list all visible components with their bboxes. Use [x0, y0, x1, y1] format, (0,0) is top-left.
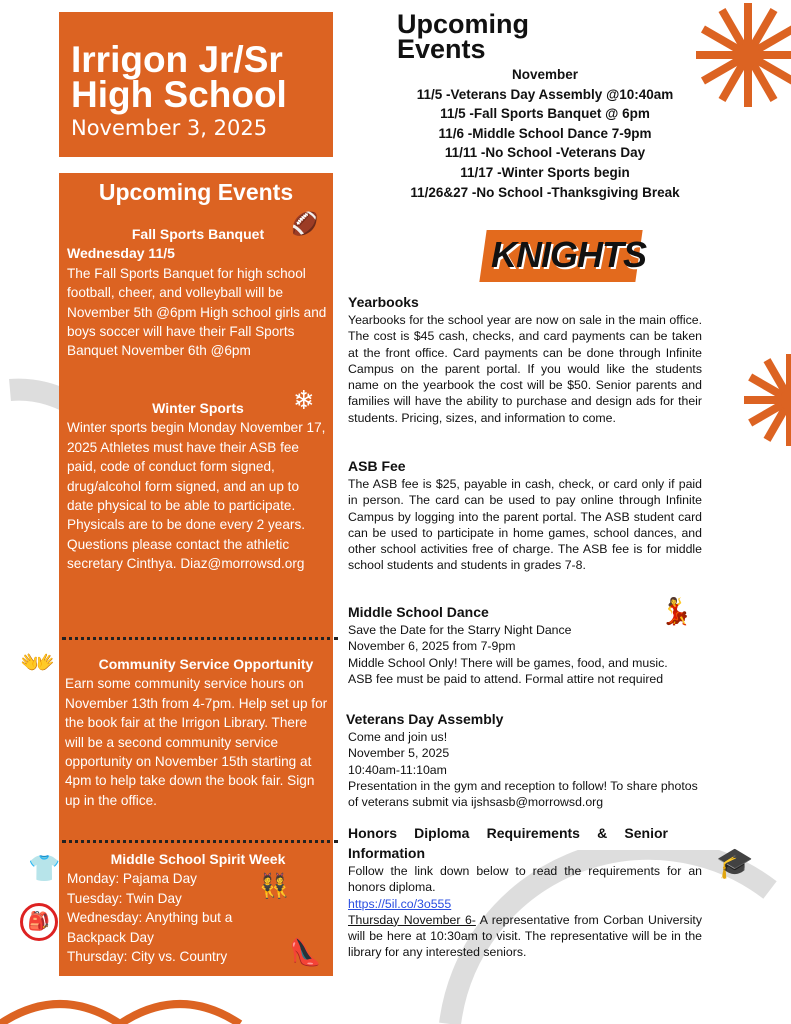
honors-link[interactable]: https://5il.co/3o555	[348, 896, 452, 911]
veterans-heading: Veterans Day Assembly	[346, 711, 504, 727]
winter-body: Winter sports begin Monday November 17, 2025 Athletes must have their ASB fee paid, code of conduct form signed, drug/alcohol form signed, and an up to date physical to be able to participate. Physicals are to be done every 2 years. Questions please contact the athletic secretary Cinthya. Diaz@morrowsd.org	[67, 420, 326, 572]
spirit-heading: Middle School Spirit Week	[110, 851, 286, 867]
banquet-date: Wednesday 11/5	[67, 245, 175, 262]
yearbooks-heading: Yearbooks	[348, 294, 419, 310]
helping-hands-icon: 👐	[20, 646, 55, 679]
corban-visit-body: A representative from Corban University will be here at 10:30am to visit. The representative will be in the library for any interested seniors.	[348, 912, 702, 960]
upcoming-events-list	[380, 65, 710, 202]
snowflake-icon: ❄	[293, 386, 315, 416]
veterans-line: Come and join us!	[348, 730, 448, 744]
spirit-day: Monday: Pajama Day	[67, 871, 197, 887]
dance-heading: Middle School Dance	[348, 604, 489, 620]
banquet-heading: Fall Sports Banquet	[131, 226, 265, 242]
community-heading: Community Service Opportunity	[98, 656, 314, 672]
yearbooks-section	[348, 292, 702, 426]
dance-line: Middle School Only! There will be games, food, and music.	[348, 655, 668, 670]
veterans-section	[346, 709, 700, 810]
heels-boots-icon: 👠	[289, 938, 322, 968]
dance-section	[348, 602, 702, 687]
issue-date: November 3, 2025	[71, 116, 268, 140]
knights-logo: KNIGHTS	[483, 222, 643, 288]
event-item: 11/17 -Winter Sports begin	[460, 164, 630, 180]
veterans-line: 10:40am-11:10am	[348, 762, 447, 777]
sunburst-icon	[728, 350, 791, 450]
winter-heading: Winter Sports	[152, 400, 244, 416]
honors-heading: Honors Diploma Requirements & Senior Information	[348, 825, 668, 861]
event-item: 11/5 -Fall Sports Banquet @ 6pm	[440, 106, 650, 122]
event-item: 11/5 -Veterans Day Assembly @10:40am	[416, 86, 674, 102]
spirit-day: Thursday: City vs. Country	[67, 949, 228, 965]
school-name: Irrigon Jr/Sr High School	[71, 39, 287, 115]
upcoming-events-panel	[59, 173, 333, 976]
month-label: November	[511, 67, 579, 82]
honors-section	[348, 823, 702, 961]
title-banner	[59, 12, 333, 157]
asb-section	[348, 456, 702, 574]
dance-line: November 6, 2025 from 7-9pm	[348, 639, 516, 654]
honors-body: Follow the link down below to read the requirements for an honors diploma.	[348, 864, 702, 895]
yearbooks-body: Yearbooks for the school year are now on sale in the main office. The cost is $45 cash, checks, and card payments can be taken at the front office. Card payments can be done through Infinite Campus on the parent portal. If you would like the students name on the yearbook the cost will be $50. Senior parents and families will have the ability to purchase and design ads for their students. Pricing, sizes, and information to come.	[348, 313, 702, 425]
twins-icon: 👯	[259, 872, 289, 900]
spirit-day: Wednesday: Anything but a Backpack Day	[67, 910, 233, 945]
sports-icon: 🏈	[291, 212, 319, 237]
divider	[62, 840, 338, 843]
event-item: 11/6 -Middle School Dance 7-9pm	[438, 125, 652, 141]
banquet-body: The Fall Sports Banquet for high school football, cheer, and volleyball will be November 5th @6pm High school girls and boys soccer will have their Fall Sports Banquet November 6th @6pm	[67, 265, 327, 359]
veterans-line: November 5, 2025	[348, 746, 450, 761]
event-item: 11/26&27 -No School -Thanksgiving Break	[410, 184, 680, 200]
upcoming-events-heading: Upcoming Events	[397, 9, 529, 64]
corban-visit-date: Thursday November 6-	[348, 912, 476, 927]
asb-body: The ASB fee is $25, payable in cash, check, or card only if paid in person. The card can be used to pay online through Infinite Campus by logging into the parent portal. The ASB student card can be used to participate in home games, school dances, and other school activities free of charge. The ASB fee is for middle school students and students in grades 7-8.	[348, 477, 702, 573]
dance-line: Save the Date for the Starry Night Dance	[348, 623, 572, 637]
dancers-icon: 💃	[660, 597, 693, 627]
spirit-day: Tuesday: Twin Day	[67, 890, 182, 906]
asb-heading: ASB Fee	[348, 458, 406, 474]
dance-line: ASB fee must be paid to attend. Formal attire not required	[348, 671, 664, 686]
graduation-cap-icon: 🎓	[716, 846, 754, 881]
decorative-loops	[0, 990, 250, 1024]
community-body: Earn some community service hours on November 13th from 4-7pm. Help set up for the book fair at the Irrigon Library. There will be a second community service opportunity on November 15th starting at 4pm to help take down the book fair. Sign up in the office.	[65, 676, 328, 808]
panel-title: Upcoming Events	[98, 179, 294, 205]
divider	[62, 637, 338, 640]
no-backpack-icon: 🎒	[20, 903, 58, 941]
veterans-line: Presentation in the gym and reception to follow! To share photos of veterans submit via ijshsasb@morrowsd.org	[348, 778, 698, 810]
pajamas-icon: 👕	[28, 854, 61, 884]
event-item: 11/11 -No School -Veterans Day	[444, 145, 646, 161]
